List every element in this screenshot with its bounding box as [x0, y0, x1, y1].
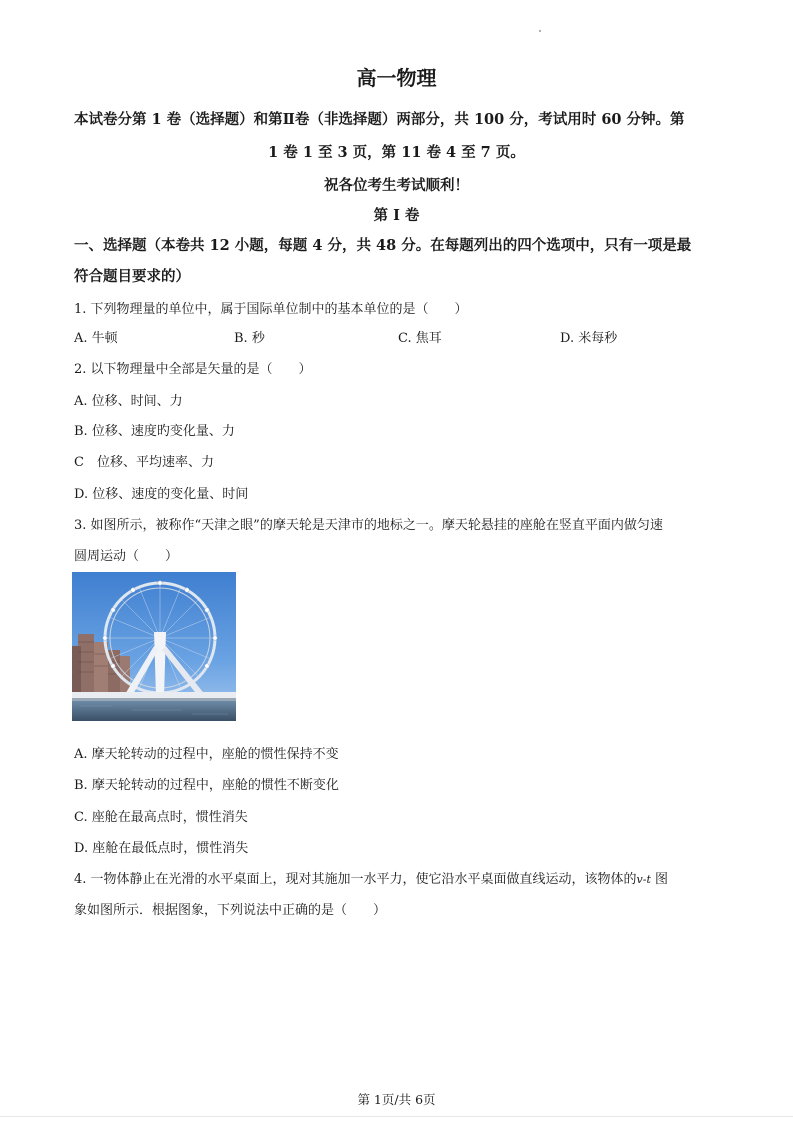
- question-1-option-d: D. 米每秒: [560, 331, 618, 346]
- question-2-option-d: D. 位移、速度的变化量、时间: [74, 487, 249, 502]
- footer-divider: [0, 1116, 793, 1117]
- question-3-stem-line-1: 3. 如图所示，被称作“天津之眼”的摩天轮是天津市的地标之一。摩天轮悬挂的座舱在竖直平面内做匀速: [74, 518, 663, 533]
- part-heading-line-2: 符合题目要求的）: [74, 268, 190, 285]
- question-1-option-a: A. 牛顿: [74, 331, 118, 346]
- question-3-option-a: A. 摩天轮转动的过程中，座舱的惯性保持不变: [74, 747, 339, 762]
- page-title: 高一物理: [356, 66, 437, 90]
- question-4-stem-line-1: [74, 868, 668, 887]
- ferris-wheel-photo: [72, 572, 236, 721]
- intro-line-1: 本试卷分第 1 卷（选择题）和第Ⅱ卷（非选择题）两部分，共 100 分，考试用时 60 分钟。第: [74, 111, 685, 128]
- question-4-stem-line-2: 象如图所示．根据图象，下列说法中正确的是（ ）: [74, 903, 387, 918]
- question-1-stem: 1. 下列物理量的单位中，属于国际单位制中的基本单位的是（ ）: [74, 302, 468, 317]
- part-heading-line-1: 一、选择题（本卷共 12 小题，每题 4 分，共 48 分。在每题列出的四个选项中，只有一项是最: [74, 237, 692, 254]
- question-2-stem: 2. 以下物理量中全部是矢量的是（ ）: [74, 362, 312, 377]
- section-title: 第 I 卷: [373, 207, 420, 224]
- question-2-option-a: A. 位移、时间、力: [74, 394, 183, 409]
- question-1-option-c: C. 焦耳: [398, 331, 442, 346]
- question-3-option-c: C. 座舱在最高点时，惯性消失: [74, 810, 248, 825]
- question-4-stem-end: 图: [650, 872, 669, 887]
- page-footer: 第 1页/共 6页: [357, 1092, 436, 1107]
- scan-speck: [539, 30, 541, 32]
- question-2-option-c: C 位移、平均速率、力: [74, 455, 214, 470]
- vt-symbol: v-t: [636, 873, 651, 886]
- question-1-option-b: B. 秒: [234, 331, 265, 346]
- question-3-option-b: B. 摩天轮转动的过程中，座舱的惯性不断变化: [74, 778, 339, 793]
- question-3-option-d: D. 座舱在最低点时，惯性消失: [74, 841, 249, 856]
- intro-line-2: 1 卷 1 至 3 页，第 11 卷 4 至 7 页。: [268, 144, 525, 161]
- question-4-stem-text: 4. 一物体静止在光滑的水平桌面上，现对其施加一水平力，使它沿水平桌面做直线运动，该物体的: [74, 872, 637, 887]
- question-2-option-b: B. 位移、速度旳变化量、力: [74, 424, 235, 439]
- question-3-stem-line-2: 圆周运动（ ）: [74, 549, 179, 564]
- wish-line: 祝各位考生考试顺利！: [324, 177, 469, 194]
